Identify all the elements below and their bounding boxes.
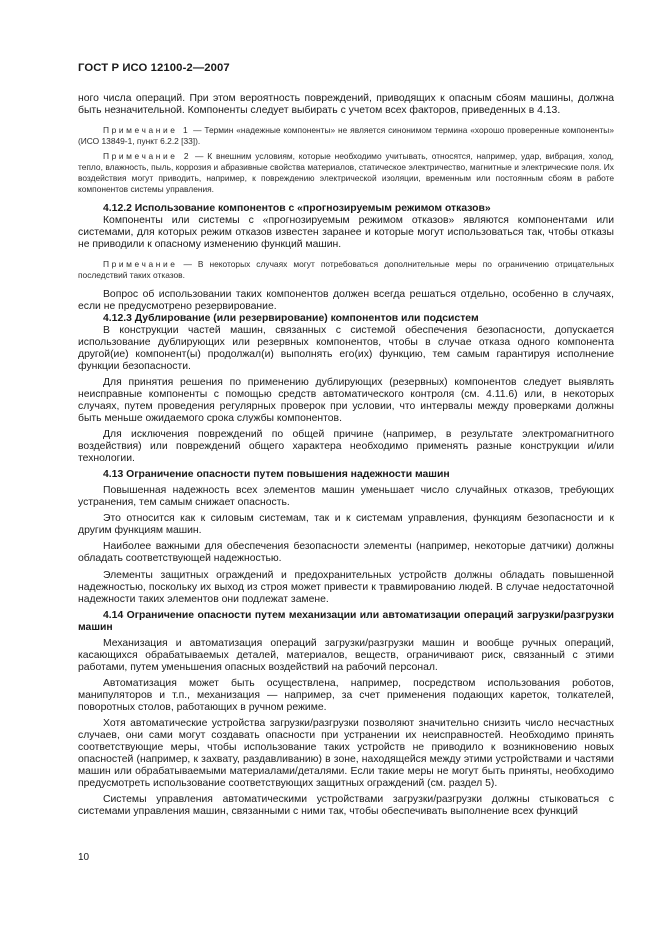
paragraph: Для принятия решения по применению дублирующих (резервных) компонентов следует выявлять неисправные компоненты с помощью средств автоматического контроля (см. 4.11.6) или, в некоторых случаях, путем проведения регулярных проверок при условии, что интервалы между проверками должны быть меньше ожидаемого срока службы компонентов. bbox=[78, 376, 614, 424]
note-text: — Термин «надежные компоненты» не является синонимом термина «хорошо проверенные компоненты» (ИСО 13849-1, пункт 6.2.2 [33]). bbox=[78, 125, 614, 146]
page-number: 10 bbox=[78, 852, 90, 863]
note bbox=[78, 259, 614, 281]
note-2 bbox=[78, 151, 614, 195]
note-1 bbox=[78, 125, 614, 147]
paragraph: В конструкции частей машин, связанных с системой обеспечения безопасности, допускается использование дублирующих или резервных компонентов, чтобы в случае отказа одного компонента другой(ие) компонент(ы) продолжал(и) выполнять его(их) функцию, тем самым гарантируя исполнение функции безопасности. bbox=[78, 324, 614, 372]
note-text: — К внешним условиям, которые необходимо учитывать, относятся, например, удар, вибрация, холод, тепло, влажность, пыль, коррозия и абразивные свойства материалов, статическое электричество, магнитные и электрические поля. Их воздействия могут приводить, например, к повреждению электрической изоляции, временным или постоянным сбоям в работе компонентов системы управления. bbox=[78, 150, 614, 194]
note-label: Примечание bbox=[103, 258, 178, 269]
section-heading-4-12-3: 4.12.3 Дублирование (или резервирование) компонентов или подсистем bbox=[103, 312, 479, 324]
note-label: Примечание 1 bbox=[103, 125, 191, 136]
paragraph: Автоматизация может быть осуществлена, например, посредством использования роботов, манипуляторов и т.п., механизация — например, за счет применения подающих кареток, толкателей, поворотных столов, работающих в ручном режиме. bbox=[78, 677, 614, 713]
section-heading-4-12-2: 4.12.2 Использование компонентов с «прогнозируемым режимом отказов» bbox=[103, 202, 491, 214]
note-text: — В некоторых случаях могут потребоваться дополнительные меры по ограничению отрицательных последствий таких отказов. bbox=[78, 258, 614, 280]
document-header: ГОСТ Р ИСО 12100-2—2007 bbox=[78, 62, 230, 74]
paragraph: Элементы защитных ограждений и предохранительных устройств должны обладать повышенной надежностью, поскольку их выход из строя может привести к травмированию людей. В случае недостаточной надежности таких элементов они подлежат замене. bbox=[78, 569, 614, 605]
paragraph: Компоненты или системы с «прогнозируемым режимом отказов» являются компонентами или системами, для которых режим отказов известен заранее и которые могут использоваться так, чтобы отказы не приводили к опасному изменению функций машин. bbox=[78, 214, 614, 250]
paragraph: Для исключения повреждений по общей причине (например, в результате электромагнитного воздействия) или повреждений общего характера необходимо применять разные конструкции и/или технологии. bbox=[78, 429, 614, 465]
paragraph: Механизация и автоматизация операций загрузки/разгрузки машин и вообще ручных операций, касающихся обрабатываемых деталей, материалов, веществ, ограничивают риск, связанный с этими работами, путем уменьшения опасных воздействий на рабочий персонал. bbox=[78, 637, 614, 673]
paragraph: Вопрос об использовании таких компонентов должен всегда решаться отдельно, особенно в случаях, если не предусмотрено резервирование. bbox=[78, 288, 614, 312]
paragraph: Наиболее важными для обеспечения безопасности элементы (например, некоторые датчики) должны обладать соответствующей надежностью. bbox=[78, 541, 614, 565]
note-label: Примечание 2 bbox=[103, 150, 192, 161]
paragraph: Хотя автоматические устройства загрузки/разгрузки позволяют значительно снизить число несчастных случаев, они сами могут создавать опасности при устранении их неисправностей. Необходимо принять соответствующие меры, чтобы использование таких устройств не приводило к возникновению новых опасностей (например, к захвату, раздавливанию) в зоне, находящейся между этими устройствами и частями машин или обрабатываемыми материалами/деталями. Если такие меры не могут быть приняты, необходимо предусмотреть использование соответствующих защитных ограждений (см. раздел 5). bbox=[78, 718, 614, 790]
paragraph: Системы управления автоматическими устройствами загрузки/разгрузки должны стыковаться с системами управления машин, связанными с ними так, чтобы обеспечивать выполнение всех функций bbox=[78, 794, 614, 818]
section-heading-4-14: 4.14 Ограничение опасности путем механизации или автоматизации операций загрузки/разгрузки машин bbox=[78, 609, 614, 633]
paragraph: Повышенная надежность всех элементов машин уменьшает число случайных отказов, требующих устранения, тем самым снижает опасность. bbox=[78, 485, 614, 509]
paragraph: Это относится как к силовым системам, так и к системам управления, функциям безопасности и к другим функциям машин. bbox=[78, 513, 614, 537]
section-heading-4-13: 4.13 Ограничение опасности путем повышения надежности машин bbox=[103, 469, 450, 481]
paragraph-continuation: ного числа операций. При этом вероятность повреждений, приводящих к опасным сбоям машины, должна быть незначительной. Компоненты следует выбирать с учетом всех факторов, приведенных в 4.13. bbox=[78, 93, 614, 117]
page-content bbox=[78, 93, 614, 818]
